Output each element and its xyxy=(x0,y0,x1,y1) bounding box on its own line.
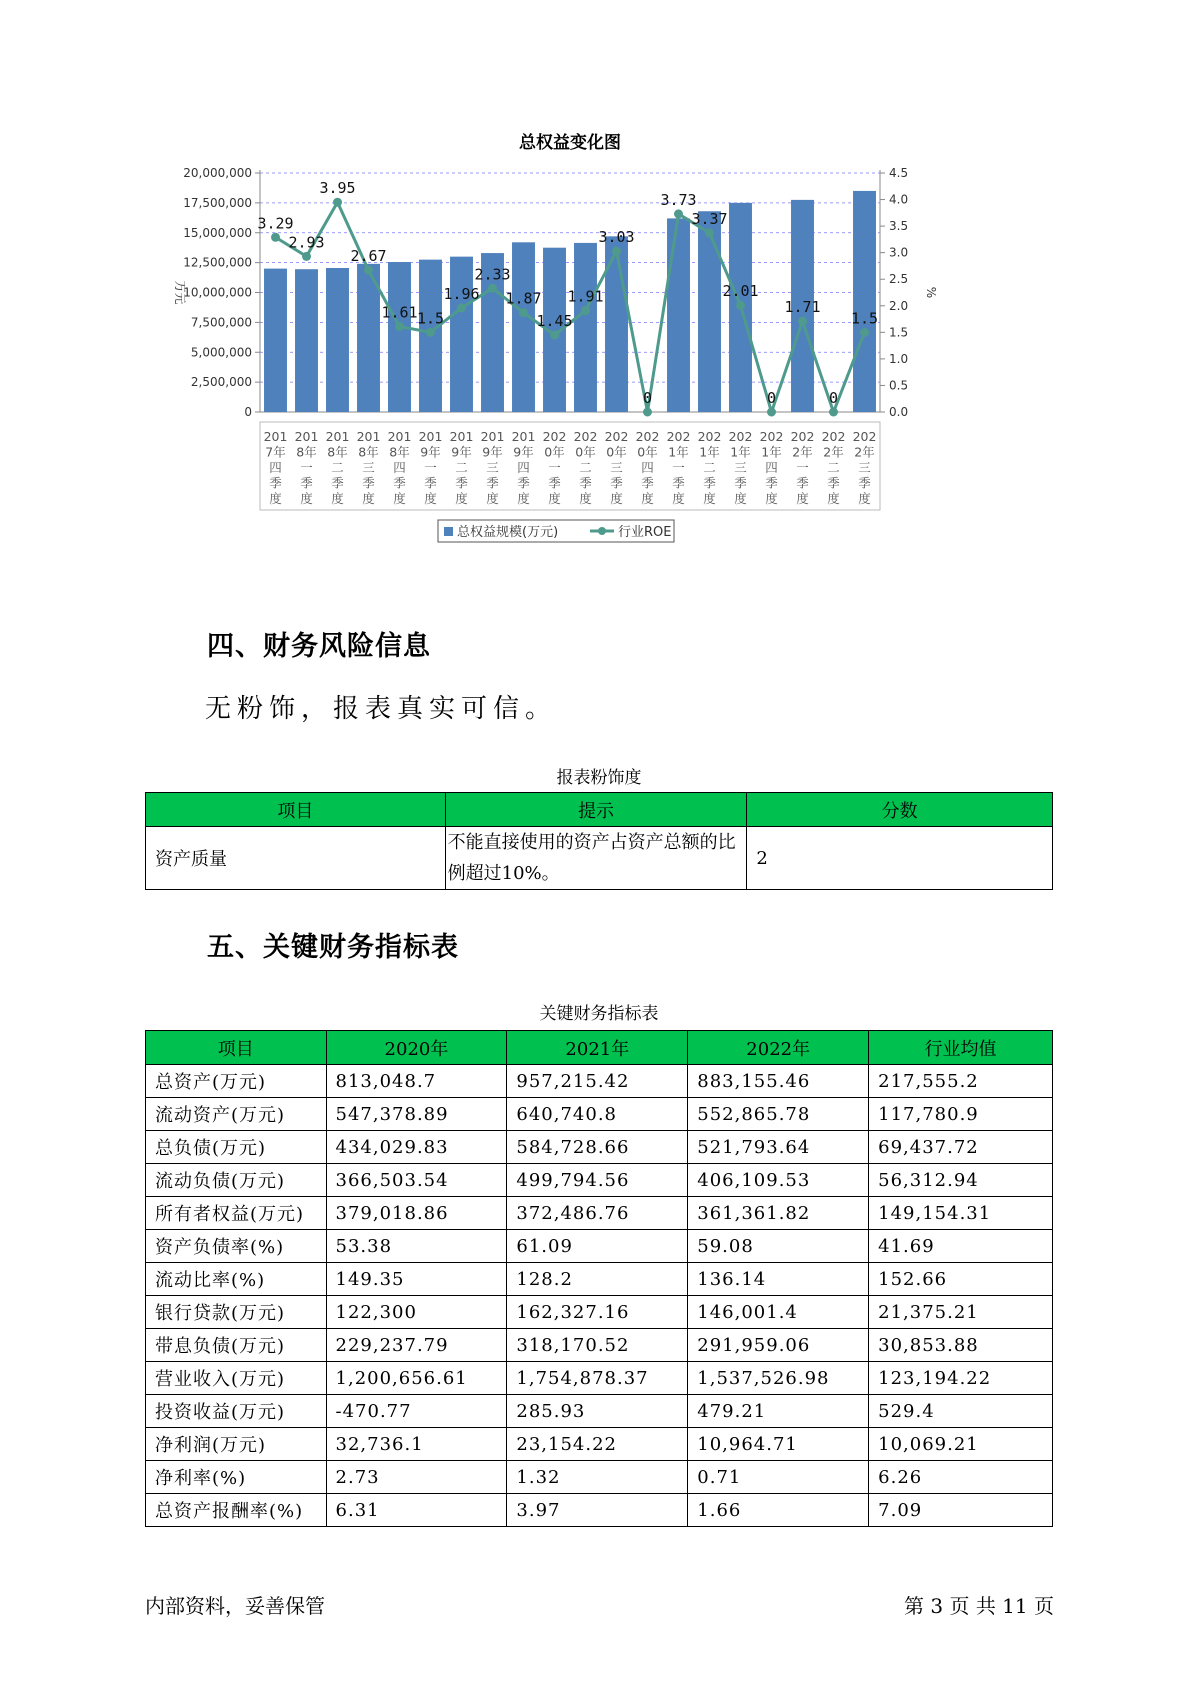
x-axis-label: 201 xyxy=(511,429,536,444)
x-axis-label: 二 xyxy=(331,460,344,475)
x-axis-label: 202 xyxy=(635,429,660,444)
x-axis-label: 202 xyxy=(821,429,846,444)
x-axis-label: 季 xyxy=(827,475,840,491)
roe-data-label: 1.87 xyxy=(505,289,542,308)
x-axis-label: 季 xyxy=(672,475,685,491)
row-label-cell: 流动比率(%) xyxy=(146,1263,327,1296)
table-cell: 1.66 xyxy=(688,1494,869,1527)
table-cell: 162,327.16 xyxy=(507,1296,688,1329)
header-cell: 提示 xyxy=(445,793,747,827)
bar xyxy=(326,268,349,412)
legend-line-label: 行业ROE xyxy=(618,525,672,540)
row-label-cell: 流动资产(万元) xyxy=(146,1098,327,1131)
x-axis-label: 二 xyxy=(703,460,716,475)
table-cell: 不能直接使用的资产占资产总额的比例超过10%。 xyxy=(445,827,747,890)
table-cell: 552,865.78 xyxy=(688,1098,869,1131)
table-cell: 3.97 xyxy=(507,1494,688,1527)
table-cell: 2.73 xyxy=(326,1461,507,1494)
roe-point xyxy=(395,322,404,331)
table-cell: 957,215.42 xyxy=(507,1065,688,1098)
bar xyxy=(667,218,690,412)
table-cell: 813,048.7 xyxy=(326,1065,507,1098)
x-axis-label: 度 xyxy=(548,491,561,506)
roe-point xyxy=(302,252,311,261)
left-axis-tick-label: 10,000,000 xyxy=(183,285,252,300)
row-label-cell: 带息负债(万元) xyxy=(146,1329,327,1362)
table-cell: 285.93 xyxy=(507,1395,688,1428)
x-axis-label: 季 xyxy=(579,475,592,491)
risk-table-caption: 报表粉饰度 xyxy=(556,768,642,788)
x-axis-label: 202 xyxy=(573,429,598,444)
table-row xyxy=(146,1065,1053,1098)
roe-data-label: 2.93 xyxy=(288,233,325,252)
bar xyxy=(388,262,411,412)
x-axis-label: 0年 xyxy=(637,444,658,460)
x-axis-label: 8年 xyxy=(296,444,317,460)
roe-point xyxy=(519,308,528,317)
x-axis-label: 度 xyxy=(331,491,344,506)
roe-data-label: 0 xyxy=(828,389,839,407)
roe-data-label: 3.73 xyxy=(660,190,697,209)
x-axis-label: 三 xyxy=(610,460,623,475)
x-axis-label: 0年 xyxy=(606,444,627,460)
x-axis-label: 度 xyxy=(393,491,406,506)
left-axis-tick-label: 7,500,000 xyxy=(190,315,252,330)
x-axis-label: 202 xyxy=(666,429,691,444)
table-row xyxy=(146,827,1053,890)
section4-text: 无粉饰，报表真实可信。 xyxy=(205,694,558,724)
table-cell: 53.38 xyxy=(326,1230,507,1263)
x-axis-label: 9年 xyxy=(420,444,441,460)
x-axis-label: 季 xyxy=(424,475,437,491)
table-cell: 434,029.83 xyxy=(326,1131,507,1164)
table-row xyxy=(146,1164,1053,1197)
x-axis-label: 三 xyxy=(362,460,375,475)
table-cell: 547,378.89 xyxy=(326,1098,507,1131)
roe-data-label: 2.67 xyxy=(350,247,387,266)
x-axis-label: 度 xyxy=(672,491,685,506)
table-row xyxy=(146,1098,1053,1131)
x-axis-label: 202 xyxy=(759,429,784,444)
x-axis-label: 季 xyxy=(548,475,561,491)
x-axis-label: 9年 xyxy=(451,444,472,460)
x-axis-label: 2年 xyxy=(792,444,813,460)
x-axis-label: 三 xyxy=(858,460,871,475)
right-axis-tick-label: 4.5 xyxy=(889,166,909,180)
table-cell: 146,001.4 xyxy=(688,1296,869,1329)
bar xyxy=(295,269,318,412)
table-cell: 372,486.76 xyxy=(507,1197,688,1230)
roe-point xyxy=(798,317,807,326)
roe-data-label: 1.45 xyxy=(536,311,573,330)
table-row xyxy=(146,1230,1053,1263)
legend-bar-swatch xyxy=(444,527,453,536)
bar xyxy=(512,242,535,412)
table-cell: 291,959.06 xyxy=(688,1329,869,1362)
table-cell: 23,154.22 xyxy=(507,1428,688,1461)
table-cell: 1,537,526.98 xyxy=(688,1362,869,1395)
header-cell: 2022年 xyxy=(688,1031,869,1065)
bar xyxy=(574,243,597,412)
x-axis-label: 度 xyxy=(703,491,716,506)
roe-data-label: 3.03 xyxy=(598,228,635,247)
row-label-cell: 银行贷款(万元) xyxy=(146,1296,327,1329)
row-label-cell: 总资产报酬率(%) xyxy=(146,1494,327,1527)
x-axis-label: 度 xyxy=(517,491,530,506)
x-axis-label: 一 xyxy=(672,460,685,475)
roe-data-label: 3.29 xyxy=(257,214,294,233)
x-axis-label: 201 xyxy=(263,429,288,444)
bar xyxy=(264,269,287,412)
kpi-table-caption: 关键财务指标表 xyxy=(539,1004,659,1024)
table-cell: 149,154.31 xyxy=(869,1197,1053,1230)
roe-point xyxy=(333,198,342,207)
right-axis-tick-label: 0.5 xyxy=(889,378,909,393)
legend-line-marker xyxy=(598,527,606,535)
x-axis-label: 7年 xyxy=(265,444,286,460)
x-axis-label: 202 xyxy=(542,429,567,444)
left-axis-tick-label: 15,000,000 xyxy=(183,225,252,240)
x-axis-label: 四 xyxy=(393,460,406,475)
table-cell: 2 xyxy=(747,827,1053,890)
roe-point xyxy=(488,284,497,293)
x-axis-label: 季 xyxy=(269,475,282,491)
roe-point xyxy=(736,301,745,310)
table-cell: 366,503.54 xyxy=(326,1164,507,1197)
x-axis-label: 季 xyxy=(610,475,623,491)
x-axis-label: 季 xyxy=(486,475,499,491)
table-cell: 499,794.56 xyxy=(507,1164,688,1197)
x-axis-label: 季 xyxy=(300,475,313,491)
table-cell: 6.31 xyxy=(326,1494,507,1527)
x-axis-label: 201 xyxy=(325,429,350,444)
x-axis-label: 度 xyxy=(579,491,592,506)
roe-point xyxy=(550,330,559,339)
left-axis-tick-label: 12,500,000 xyxy=(183,255,252,270)
roe-point xyxy=(643,408,652,417)
table-cell: 123,194.22 xyxy=(869,1362,1053,1395)
row-label-cell: 总负债(万元) xyxy=(146,1131,327,1164)
x-axis-label: 季 xyxy=(517,475,530,491)
table-cell: 1.32 xyxy=(507,1461,688,1494)
x-axis-label: 0年 xyxy=(575,444,596,460)
table-cell: -470.77 xyxy=(326,1395,507,1428)
roe-point xyxy=(426,328,435,337)
roe-data-label: 3.37 xyxy=(691,210,728,229)
equity-change-chart xyxy=(170,130,980,600)
x-axis-label: 度 xyxy=(424,491,437,506)
x-axis-label: 季 xyxy=(765,475,778,491)
left-axis-tick-label: 17,500,000 xyxy=(183,195,252,210)
table-cell: 640,740.8 xyxy=(507,1098,688,1131)
x-axis-label: 201 xyxy=(294,429,319,444)
x-axis-label: 度 xyxy=(827,491,840,506)
section5-title: 五、关键财务指标表 xyxy=(207,932,459,963)
table-cell: 521,793.64 xyxy=(688,1131,869,1164)
table-cell: 6.26 xyxy=(869,1461,1053,1494)
chart-title: 总权益变化图 xyxy=(519,133,621,153)
kpi-table-header xyxy=(146,1031,1053,1065)
header-cell: 项目 xyxy=(146,793,446,827)
left-axis-tick-label: 0 xyxy=(244,405,252,419)
section4-title: 四、财务风险信息 xyxy=(207,631,431,662)
roe-point xyxy=(860,328,869,337)
x-axis-label: 201 xyxy=(418,429,443,444)
table-cell: 61.09 xyxy=(507,1230,688,1263)
x-axis-label: 季 xyxy=(362,475,375,491)
x-axis-label: 202 xyxy=(728,429,753,444)
x-axis-label: 201 xyxy=(356,429,381,444)
left-axis-label: 万元 xyxy=(173,280,187,305)
header-cell: 2021年 xyxy=(507,1031,688,1065)
x-axis-label: 度 xyxy=(641,491,654,506)
roe-data-label: 1.5 xyxy=(416,309,445,328)
risk-table xyxy=(145,792,1053,890)
x-axis-label: 度 xyxy=(734,491,747,506)
left-axis-tick-label: 20,000,000 xyxy=(183,166,252,180)
table-row xyxy=(146,1329,1053,1362)
table-cell: 69,437.72 xyxy=(869,1131,1053,1164)
x-axis-label: 8年 xyxy=(358,444,379,460)
table-cell: 529.4 xyxy=(869,1395,1053,1428)
risk-table-header xyxy=(146,793,1053,827)
roe-point xyxy=(364,266,373,275)
table-cell: 1,200,656.61 xyxy=(326,1362,507,1395)
kpi-table xyxy=(145,1030,1053,1527)
bar xyxy=(450,257,473,412)
table-cell: 584,728.66 xyxy=(507,1131,688,1164)
roe-data-label: 0 xyxy=(642,389,653,407)
table-cell: 122,300 xyxy=(326,1296,507,1329)
roe-point xyxy=(457,303,466,312)
x-axis-label: 季 xyxy=(641,475,654,491)
table-row xyxy=(146,1395,1053,1428)
x-axis-label: 度 xyxy=(610,491,623,506)
table-cell: 10,964.71 xyxy=(688,1428,869,1461)
x-axis-label: 1年 xyxy=(730,444,751,460)
x-axis-label: 四 xyxy=(765,460,778,475)
roe-point xyxy=(581,306,590,315)
roe-data-label: 2.01 xyxy=(722,282,759,301)
right-axis-tick-label: 1.0 xyxy=(889,351,909,366)
table-cell: 406,109.53 xyxy=(688,1164,869,1197)
right-axis-tick-label: 0.0 xyxy=(889,405,909,419)
footer-page-number: 第 3 页 共 11 页 xyxy=(904,1594,1054,1618)
roe-data-label: 1.5 xyxy=(850,309,879,328)
x-axis-label: 季 xyxy=(734,475,747,491)
x-axis-label: 201 xyxy=(387,429,412,444)
x-axis-label: 三 xyxy=(486,460,499,475)
right-axis-label: % xyxy=(924,286,938,299)
roe-data-label: 1.96 xyxy=(443,284,480,303)
table-row xyxy=(146,1461,1053,1494)
x-axis-label: 四 xyxy=(517,460,530,475)
row-label-cell: 营业收入(万元) xyxy=(146,1362,327,1395)
x-axis-label: 一 xyxy=(548,460,561,475)
x-axis-label: 二 xyxy=(455,460,468,475)
x-axis-label: 一 xyxy=(424,460,437,475)
roe-point xyxy=(612,247,621,256)
footer-confidential-note: 内部资料，妥善保管 xyxy=(145,1594,325,1618)
x-axis-label: 202 xyxy=(697,429,722,444)
table-cell: 59.08 xyxy=(688,1230,869,1263)
x-axis-label: 2年 xyxy=(823,444,844,460)
row-label-cell: 投资收益(万元) xyxy=(146,1395,327,1428)
bar xyxy=(850,191,879,412)
x-axis-label: 季 xyxy=(858,475,871,491)
table-cell: 21,375.21 xyxy=(869,1296,1053,1329)
row-label-cell: 净利率(%) xyxy=(146,1461,327,1494)
x-axis-label: 四 xyxy=(269,460,282,475)
right-axis-tick-label: 3.5 xyxy=(889,219,909,234)
table-cell: 10,069.21 xyxy=(869,1428,1053,1461)
x-axis-label: 8年 xyxy=(389,444,410,460)
x-axis-label: 0年 xyxy=(544,444,565,460)
x-axis-label: 一 xyxy=(300,460,313,475)
x-axis-label: 三 xyxy=(734,460,747,475)
table-cell: 资产质量 xyxy=(146,827,446,890)
roe-point xyxy=(829,408,838,417)
table-row xyxy=(146,1428,1053,1461)
roe-point xyxy=(705,229,714,238)
x-axis-label: 四 xyxy=(641,460,654,475)
right-axis-tick-label: 2.5 xyxy=(889,272,909,287)
x-axis-label: 季 xyxy=(703,475,716,491)
table-row xyxy=(146,1362,1053,1395)
x-axis-label-frame xyxy=(260,422,880,510)
bar xyxy=(698,211,721,412)
left-axis-tick-label: 2,500,000 xyxy=(190,375,252,390)
x-axis-label: 202 xyxy=(604,429,629,444)
x-axis-label: 度 xyxy=(300,491,313,506)
table-cell: 361,361.82 xyxy=(688,1197,869,1230)
table-row xyxy=(146,1131,1053,1164)
x-axis-label: 季 xyxy=(331,475,344,491)
x-axis-label: 2年 xyxy=(854,444,875,460)
table-cell: 117,780.9 xyxy=(869,1098,1053,1131)
roe-data-label: 1.61 xyxy=(381,303,418,322)
table-row xyxy=(146,1494,1053,1527)
x-axis-label: 度 xyxy=(269,491,282,506)
x-axis-label: 二 xyxy=(827,460,840,475)
header-cell: 项目 xyxy=(146,1031,327,1065)
legend-bar-label: 总权益规模(万元) xyxy=(457,525,559,540)
table-row xyxy=(146,1197,1053,1230)
x-axis-label: 201 xyxy=(449,429,474,444)
x-axis-label: 9年 xyxy=(482,444,503,460)
roe-point xyxy=(674,209,683,218)
table-cell: 479.21 xyxy=(688,1395,869,1428)
roe-point xyxy=(767,408,776,417)
row-label-cell: 净利润(万元) xyxy=(146,1428,327,1461)
x-axis-label: 201 xyxy=(480,429,505,444)
header-cell: 行业均值 xyxy=(869,1031,1053,1065)
header-cell: 分数 xyxy=(747,793,1053,827)
table-cell: 128.2 xyxy=(507,1263,688,1296)
x-axis-label: 9年 xyxy=(513,444,534,460)
x-axis-label: 202 xyxy=(790,429,815,444)
x-axis-label: 季 xyxy=(393,475,406,491)
roe-data-label: 1.71 xyxy=(784,298,821,317)
x-axis-label: 度 xyxy=(796,491,809,506)
roe-data-label: 3.95 xyxy=(319,179,356,198)
roe-point xyxy=(271,233,280,242)
row-label-cell: 资产负债率(%) xyxy=(146,1230,327,1263)
right-axis-tick-label: 2.0 xyxy=(889,298,909,313)
left-axis-tick-label: 5,000,000 xyxy=(190,345,252,360)
x-axis-label: 1年 xyxy=(668,444,689,460)
x-axis-label: 度 xyxy=(455,491,468,506)
table-cell: 41.69 xyxy=(869,1230,1053,1263)
table-cell: 217,555.2 xyxy=(869,1065,1053,1098)
table-cell: 56,312.94 xyxy=(869,1164,1053,1197)
table-cell: 152.66 xyxy=(869,1263,1053,1296)
x-axis-label: 季 xyxy=(796,475,809,491)
x-axis-label: 季 xyxy=(455,475,468,491)
right-axis-tick-label: 3.0 xyxy=(889,245,909,260)
right-axis-tick-label: 4.0 xyxy=(889,192,909,207)
roe-data-label: 0 xyxy=(766,389,777,407)
table-cell: 883,155.46 xyxy=(688,1065,869,1098)
x-axis-label: 1年 xyxy=(761,444,782,460)
table-row xyxy=(146,1263,1053,1296)
table-cell: 0.71 xyxy=(688,1461,869,1494)
table-cell: 7.09 xyxy=(869,1494,1053,1527)
table-cell: 149.35 xyxy=(326,1263,507,1296)
right-axis-tick-label: 1.5 xyxy=(889,325,909,340)
row-label-cell: 总资产(万元) xyxy=(146,1065,327,1098)
table-cell: 318,170.52 xyxy=(507,1329,688,1362)
x-axis-label: 二 xyxy=(579,460,592,475)
table-row xyxy=(146,1296,1053,1329)
roe-data-label: 2.33 xyxy=(474,265,511,284)
x-axis-label: 202 xyxy=(852,429,877,444)
roe-data-label: 1.91 xyxy=(567,287,604,306)
x-axis-label: 度 xyxy=(765,491,778,506)
row-label-cell: 所有者权益(万元) xyxy=(146,1197,327,1230)
x-axis-label: 度 xyxy=(858,491,871,506)
x-axis-label: 度 xyxy=(486,491,499,506)
x-axis-label: 度 xyxy=(362,491,375,506)
x-axis-label: 1年 xyxy=(699,444,720,460)
x-axis-label: 一 xyxy=(796,460,809,475)
table-cell: 136.14 xyxy=(688,1263,869,1296)
table-cell: 1,754,878.37 xyxy=(507,1362,688,1395)
table-cell: 30,853.88 xyxy=(869,1329,1053,1362)
bar xyxy=(605,236,628,412)
table-cell: 379,018.86 xyxy=(326,1197,507,1230)
row-label-cell: 流动负债(万元) xyxy=(146,1164,327,1197)
table-cell: 32,736.1 xyxy=(326,1428,507,1461)
table-cell: 229,237.79 xyxy=(326,1329,507,1362)
x-axis-label: 8年 xyxy=(327,444,348,460)
header-cell: 2020年 xyxy=(326,1031,507,1065)
